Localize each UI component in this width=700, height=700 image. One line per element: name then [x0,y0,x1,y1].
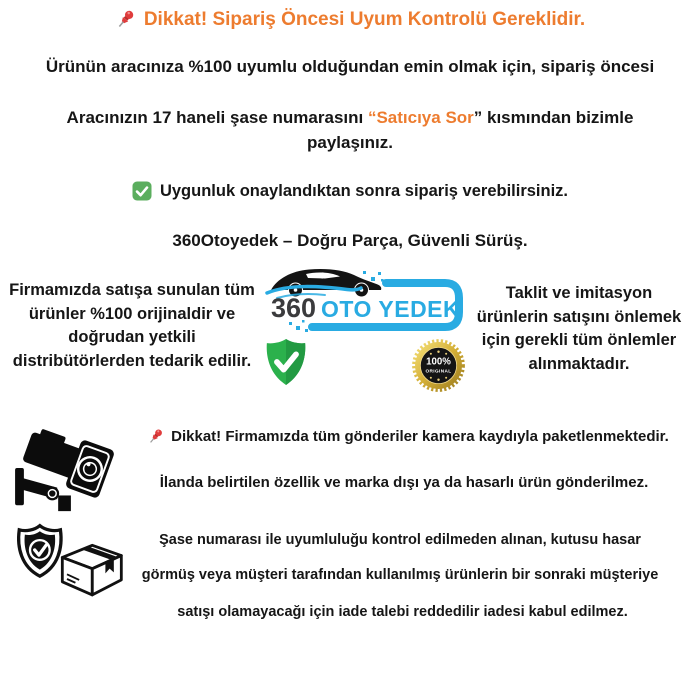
right-line: Taklit ve imitasyon [505,284,653,302]
line2-before: Aracınızın 17 haneli şase numarasını [66,108,368,127]
right-line: alınmaktadır. [528,354,630,373]
pushpin-icon [147,428,165,446]
cctv-camera-icon [12,423,120,517]
approval-row [0,179,700,203]
warning-title-row [0,6,700,34]
green-check-icon [132,181,152,201]
returns-line1: Şase numarası ile uyumluluğu kontrol edilmeden alınan, kutusu hasar [159,532,641,548]
shipping-line2: İlanda belirtilen özellik ve marka dışı ya da hasarlı ürün gönderilmez. [159,474,649,491]
brand-slogan: 360Otoyedek – Doğru Parça, Güvenli Sürüş. [172,231,528,250]
compatibility-line3: paylaşınız. [307,133,393,152]
car-logo-icon [259,266,466,336]
left-line: doğrudan yetkili [68,328,196,346]
pushpin-icon [115,9,137,31]
page-title: Dikkat! Sipariş Öncesi Uyum Kontrolü Gereklidir. [143,9,586,30]
verified-shield-icon [264,337,308,387]
badge-percent: 100% [426,356,451,368]
right-line: için gerekli tüm önlemler [481,331,677,349]
approval-text: Uygunluk onaylandıktan sonra sipariş verebilirsiniz. [159,182,569,200]
left-line: Firmamızda satışa sunulan tüm [9,281,255,299]
brand-logo [259,266,466,336]
shipping-line1-row [118,426,698,448]
originality-left-text [0,279,264,373]
right-line: ürünlerin satışını önlemek [476,307,682,326]
left-line: ürünler %100 orijinaldir ve [28,304,236,323]
compatibility-line1: Ürünün aracınıza %100 uyumlu olduğundan emin olmak için, sipariş öncesi [45,57,655,76]
ask-seller-highlight: “Satıcıya Sor [367,108,474,127]
returns-line3: satışı olamayacağı için iade talebi reddedilir iadesi kabul edilmez. [177,604,628,620]
line2-after: ” kısmından bizimle [473,108,634,127]
badge-label: ORIGINAL [425,368,452,374]
logo-name: OTO YEDEK [321,296,461,322]
left-line: distribütörlerden tedarik edilir. [12,351,252,370]
logo-number: 360 [271,293,317,323]
originality-right-text [460,282,698,376]
shipping-line1: Dikkat! Firmamızda tüm gönderiler kamera kaydıyla paketlenmektedir. [171,428,669,445]
returns-line2: görmüş veya müşteri tarafından kullanılmış ürünlerin bir sonraki müşteriye [141,567,659,583]
original-badge-icon [412,339,465,392]
compatibility-line2 [0,106,700,130]
